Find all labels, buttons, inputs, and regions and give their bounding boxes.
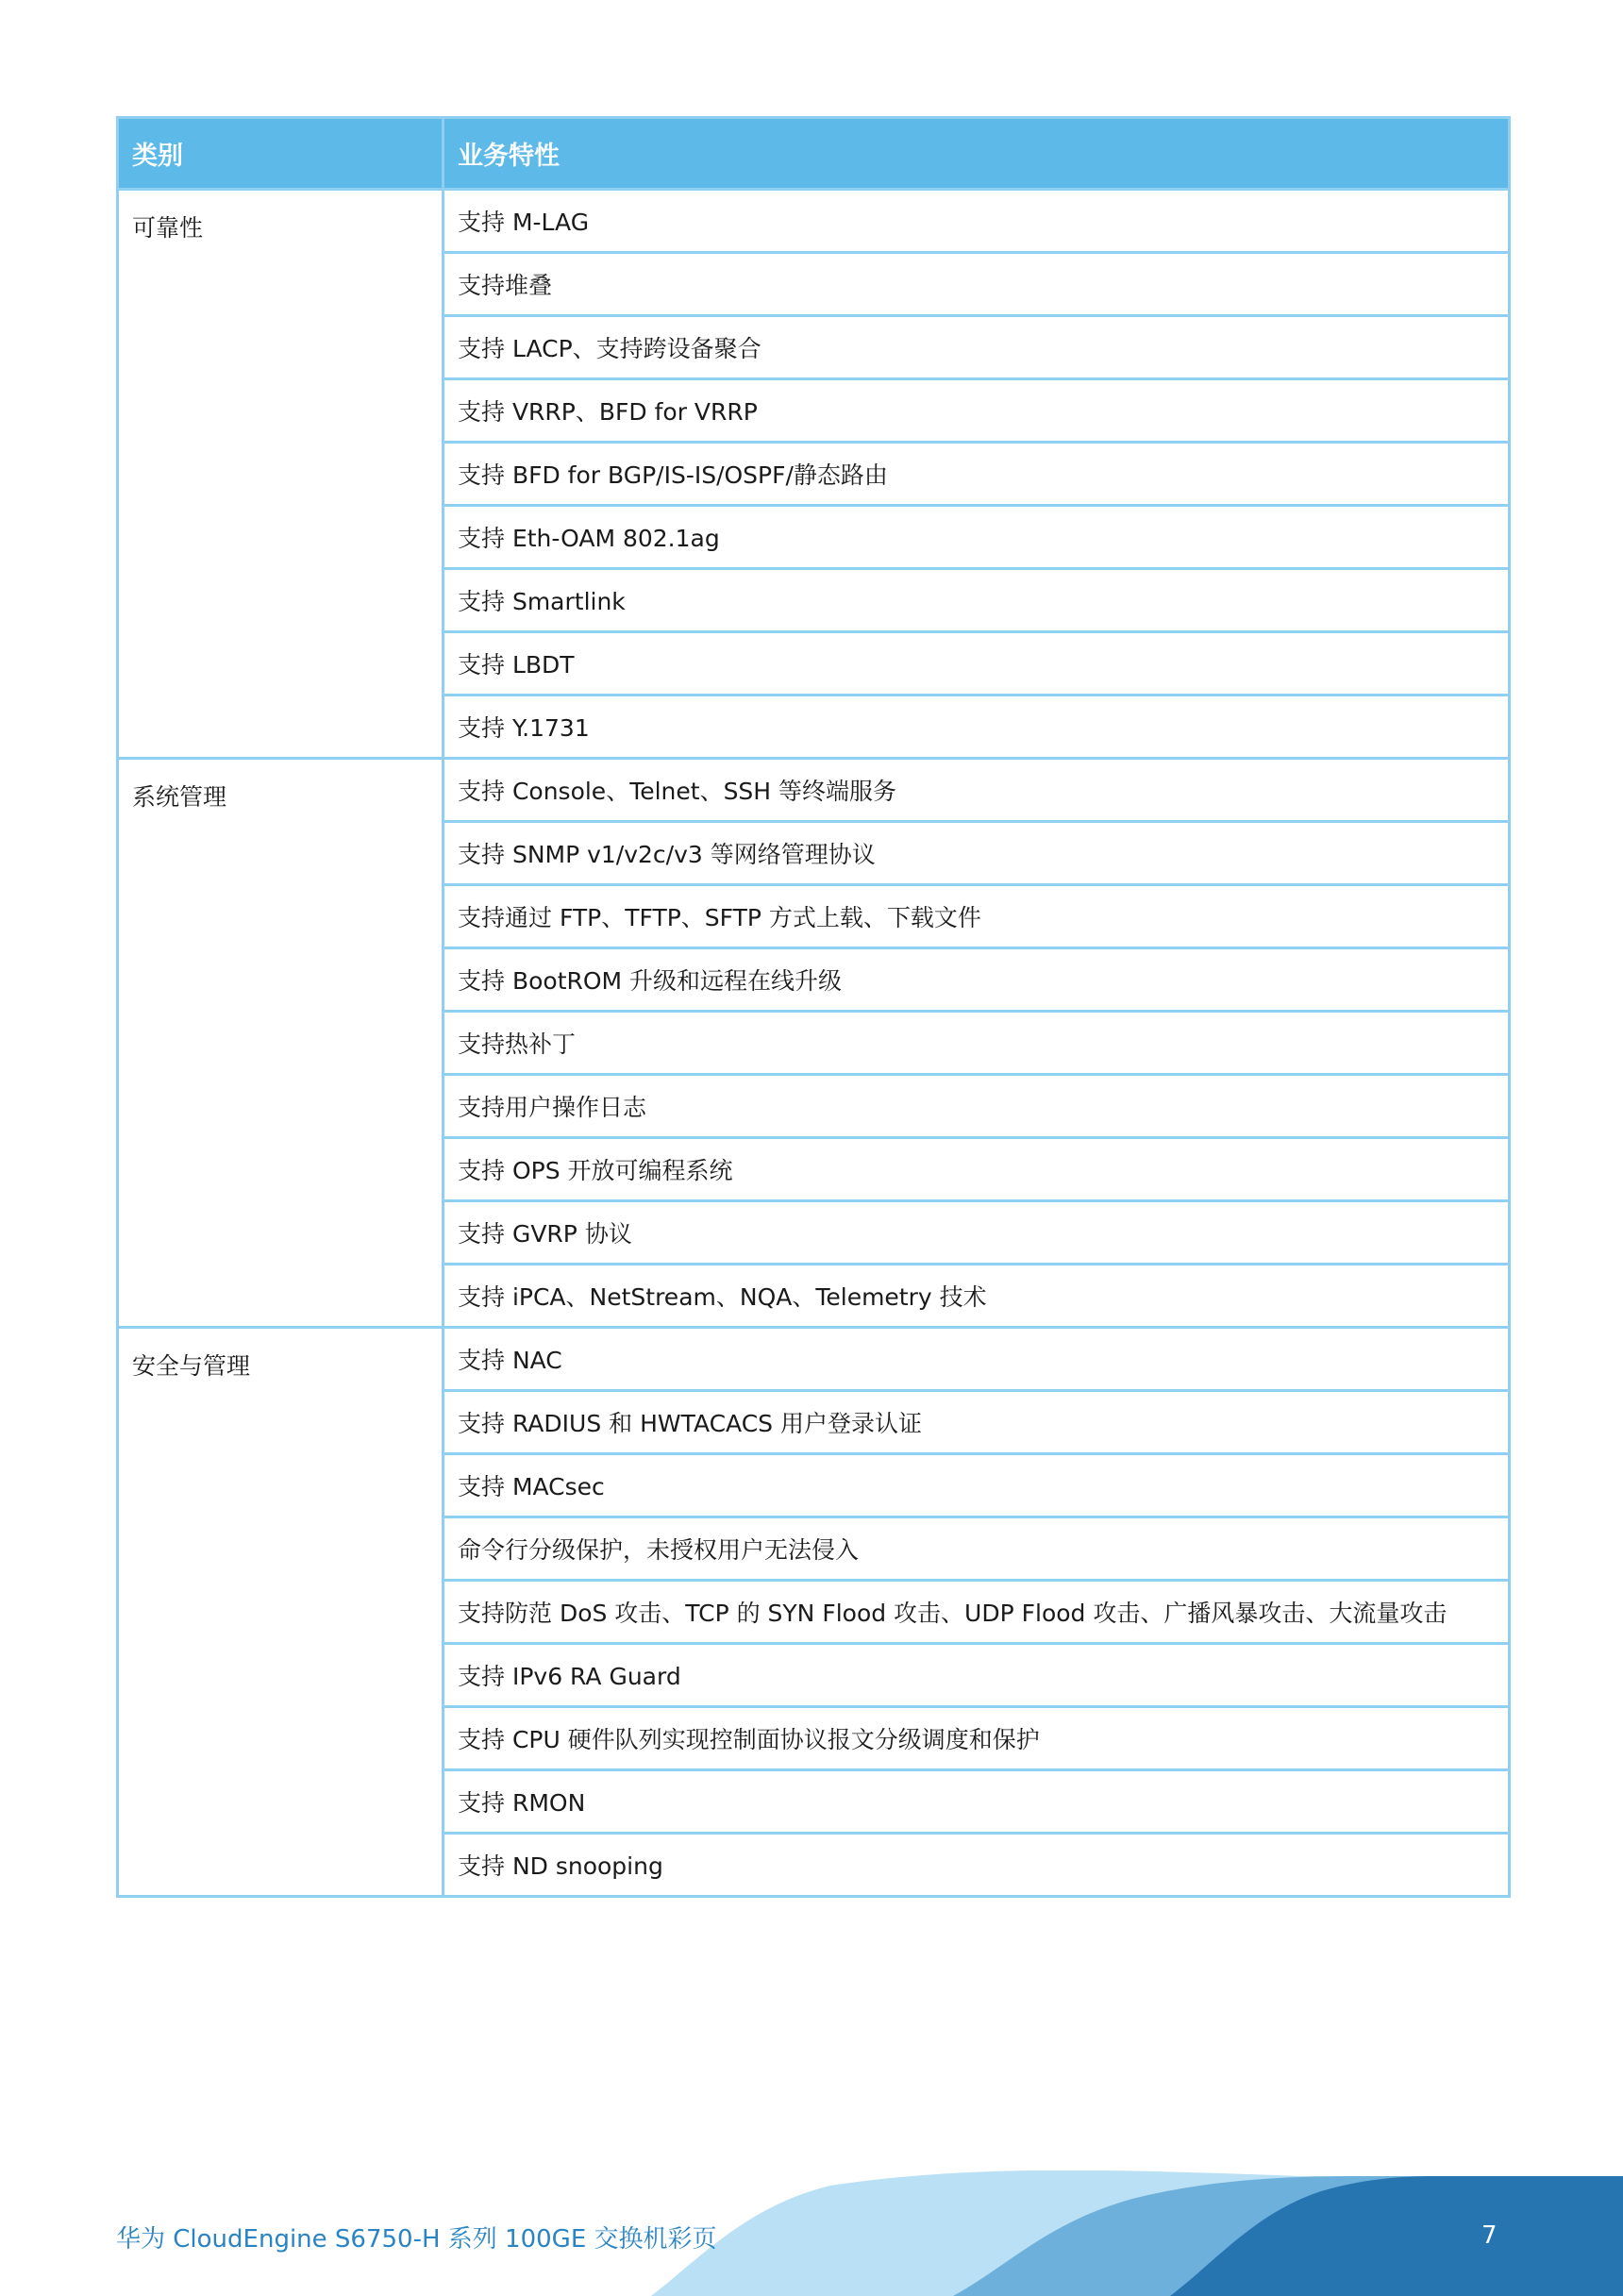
feature-cell: 支持 SNMP v1/v2c/v3 等网络管理协议 xyxy=(443,822,1510,885)
feature-cell: 支持 LACP、支持跨设备聚合 xyxy=(443,316,1510,379)
feature-cell: 支持 Y.1731 xyxy=(443,696,1510,759)
feature-cell: 支持 BFD for BGP/IS-IS/OSPF/静态路由 xyxy=(443,443,1510,506)
feature-cell: 支持 OPS 开放可编程系统 xyxy=(443,1138,1510,1201)
category-cell: 系统管理 xyxy=(118,759,443,1328)
feature-cell: 支持 iPCA、NetStream、NQA、Telemetry 技术 xyxy=(443,1265,1510,1328)
feature-cell: 支持防范 DoS 攻击、TCP 的 SYN Flood 攻击、UDP Flood 攻击、广播风暴攻击、大流量攻击 xyxy=(443,1581,1510,1644)
feature-cell: 支持 CPU 硬件队列实现控制面协议报文分级调度和保护 xyxy=(443,1707,1510,1770)
feature-table xyxy=(116,116,1511,1898)
category-cell: 可靠性 xyxy=(118,190,443,759)
feature-cell: 支持 Console、Telnet、SSH 等终端服务 xyxy=(443,759,1510,822)
page-footer xyxy=(0,2170,1623,2296)
feature-cell: 命令行分级保护，未授权用户无法侵入 xyxy=(443,1517,1510,1581)
category-cell: 安全与管理 xyxy=(118,1328,443,1897)
feature-cell: 支持 RADIUS 和 HWTACACS 用户登录认证 xyxy=(443,1391,1510,1454)
feature-cell: 支持 IPv6 RA Guard xyxy=(443,1644,1510,1707)
feature-cell: 支持 ND snooping xyxy=(443,1834,1510,1897)
page-number: 7 xyxy=(1481,2221,1498,2250)
column-header-feature: 业务特性 xyxy=(443,118,1510,190)
feature-cell: 支持 BootROM 升级和远程在线升级 xyxy=(443,948,1510,1012)
feature-cell: 支持 Eth-OAM 802.1ag xyxy=(443,506,1510,569)
feature-cell: 支持 MACsec xyxy=(443,1454,1510,1517)
table-row xyxy=(118,190,1510,253)
feature-cell: 支持 GVRP 协议 xyxy=(443,1201,1510,1265)
feature-cell: 支持用户操作日志 xyxy=(443,1075,1510,1138)
table-header-row xyxy=(118,118,1510,190)
feature-cell: 支持 M-LAG xyxy=(443,190,1510,253)
table-body xyxy=(118,190,1510,1897)
feature-cell: 支持热补丁 xyxy=(443,1012,1510,1075)
feature-cell: 支持 Smartlink xyxy=(443,569,1510,632)
feature-cell: 支持 RMON xyxy=(443,1770,1510,1834)
feature-cell: 支持 LBDT xyxy=(443,632,1510,696)
table-row xyxy=(118,1328,1510,1391)
feature-cell: 支持堆叠 xyxy=(443,253,1510,316)
table-row xyxy=(118,759,1510,822)
feature-cell: 支持 VRRP、BFD for VRRP xyxy=(443,379,1510,443)
feature-cell: 支持 NAC xyxy=(443,1328,1510,1391)
feature-cell: 支持通过 FTP、TFTP、SFTP 方式上载、下载文件 xyxy=(443,885,1510,948)
footer-document-title: 华为 CloudEngine S6750-H 系列 100GE 交换机彩页 xyxy=(116,2225,717,2254)
column-header-category: 类别 xyxy=(118,118,443,190)
